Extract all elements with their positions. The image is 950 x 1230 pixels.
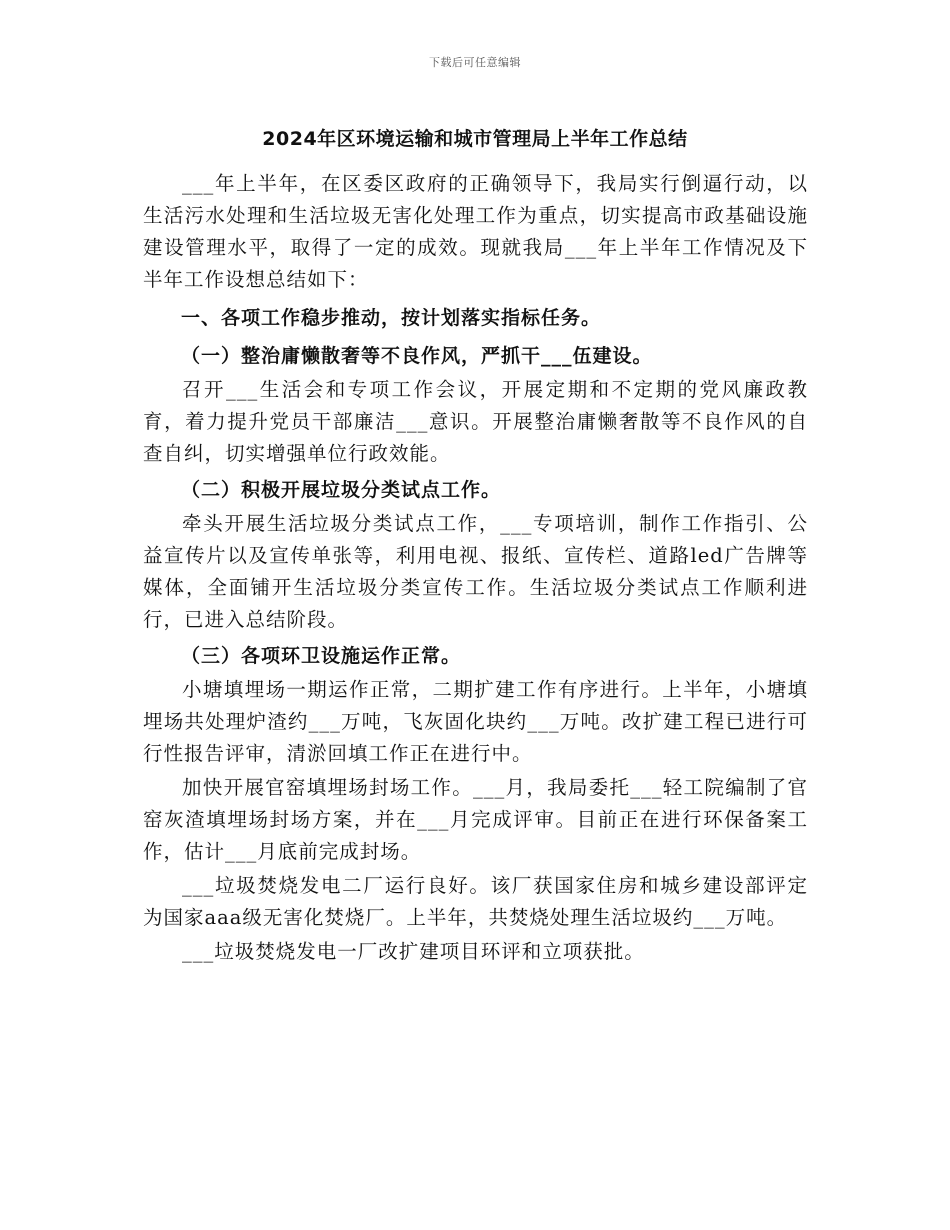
page-header-note: 下载后可任意编辑: [429, 56, 521, 69]
subsection-2-paragraph: 牵头开展生活垃圾分类试点工作，___专项培训，制作工作指引、公益宣传片以及宣传单张等，利用电视、报纸、宣传栏、道路led广告牌等媒体，全面铺开生活垃圾分类宣传工作。生活垃圾分类试点工作顺利进行，已进入总结阶段。: [143, 512, 808, 631]
intro-paragraph: ___年上半年，在区委区政府的正确领导下，我局实行倒逼行动，以生活污水处理和生活垃圾无害化处理工作为重点，切实提高市政基础设施建设管理水平，取得了一定的成效。现就我局___年上半年工作情况及下半年工作设想总结如下：: [143, 172, 808, 291]
subsection-3-heading: （三）各项环卫设施运作正常。: [181, 645, 462, 667]
subsection-3-paragraph-2: 加快开展官窑填埋场封场工作。___月，我局委托___轻工院编制了官窑灰渣填埋场封场方案，并在___月完成评审。目前正在进行环保备案工作，估计___月底前完成封场。: [143, 776, 808, 863]
subsection-3-paragraph-3: ___垃圾焚烧发电二厂运行良好。该厂获国家住房和城乡建设部评定为国家aaa级无害化焚烧厂。上半年，共焚烧处理生活垃圾约___万吨。: [143, 874, 808, 929]
subsection-3-paragraph-1: 小塘填埋场一期运作正常，二期扩建工作有序进行。上半年，小塘填埋场共处理炉渣约___万吨，飞灰固化块约___万吨。改扩建工程已进行可行性报告评审，清淤回填工作正在进行中。: [143, 678, 808, 765]
subsection-1-paragraph: 召开___生活会和专项工作会议，开展定期和不定期的党风廉政教育，着力提升党员干部廉洁___意识。开展整治庸懒奢散等不良作风的自查自纠，切实增强单位行政效能。: [143, 378, 808, 465]
subsection-1-heading: （一）整治庸懒散奢等不良作风，严抓干___伍建设。: [181, 345, 653, 367]
document-body: [143, 168, 808, 970]
section-1-heading: 一、各项工作稳步推动，按计划落实指标任务。: [181, 307, 602, 329]
subsection-2-heading: （二）积极开展垃圾分类试点工作。: [181, 479, 502, 501]
document-title: 2024年区环境运输和城市管理局上半年工作总结: [262, 128, 688, 150]
subsection-3-paragraph-4: ___垃圾焚烧发电一厂改扩建项目环评和立项获批。: [182, 940, 645, 963]
